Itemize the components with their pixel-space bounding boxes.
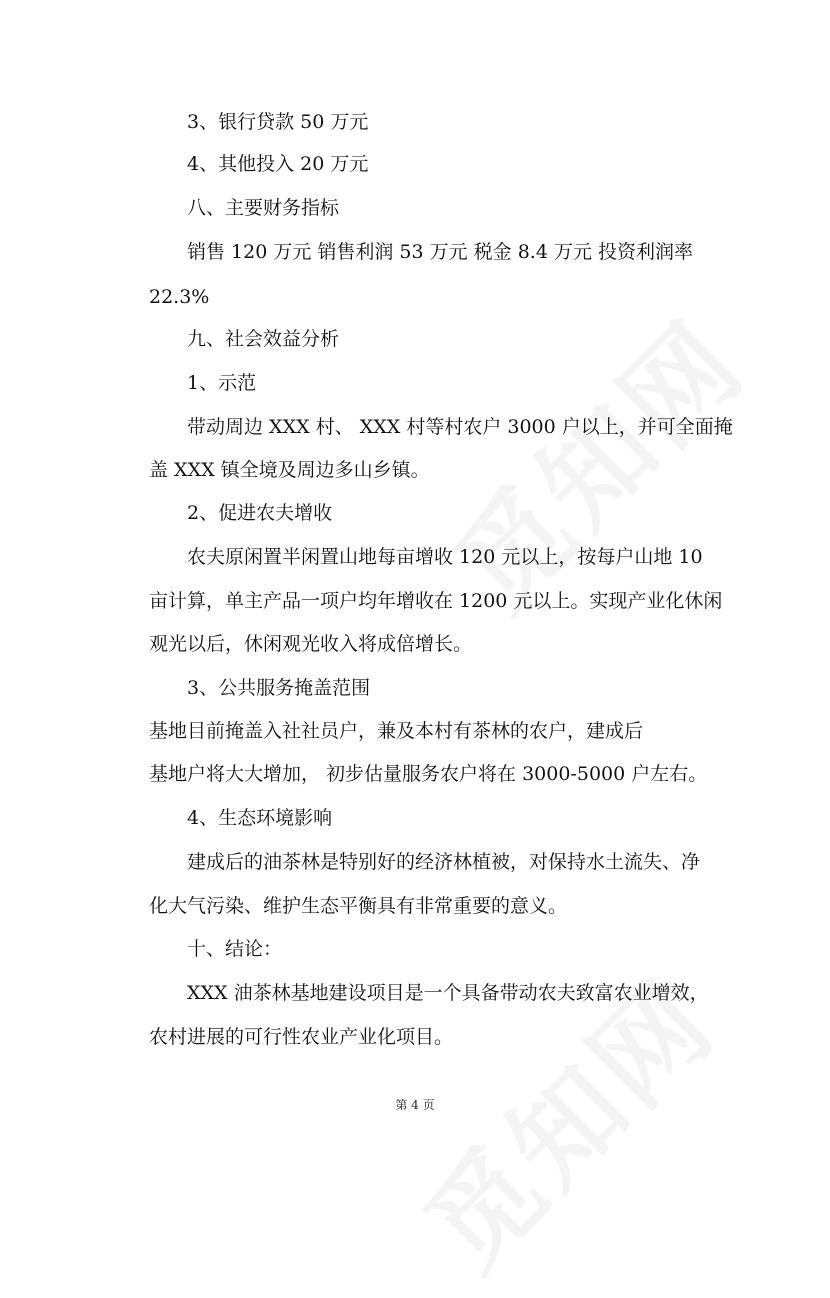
paragraph-line: 农村进展的可行性农业产业化项目。 xyxy=(149,1026,454,1048)
section-heading-conclusion: 十、结论： xyxy=(187,938,283,960)
paragraph-line: 基地目前掩盖入社社员户，兼及本村有茶林的农户，建成后 xyxy=(149,720,644,742)
list-item-bank-loan: 3、银行贷款 50 万元 xyxy=(187,111,369,133)
paragraph-line: 化大气污染、维护生态平衡具有非常重要的意义。 xyxy=(149,895,568,917)
paragraph-line: 22.3% xyxy=(149,286,210,308)
subheading-ecology: 4、生态环境影响 xyxy=(187,807,333,829)
paragraph-line: 销售 120 万元 销售利润 53 万元 税金 8.4 万元 投资利润率 xyxy=(187,241,694,263)
paragraph-line: 亩计算，单主产品一项户均年增收在 1200 元以上。实现产业化休闲 xyxy=(149,590,723,612)
paragraph-line: 带动周边 XXX 村、 XXX 村等村农户 3000 户以上，并可全面掩 xyxy=(187,416,733,438)
page-number: 第 4 页 xyxy=(395,1098,435,1112)
paragraph-line: 农夫原闲置半闲置山地每亩增收 120 元以上，按每户山地 10 xyxy=(187,546,703,568)
subheading-demonstration: 1、示范 xyxy=(187,372,257,394)
paragraph-line: 观光以后，休闲观光收入将成倍增长。 xyxy=(149,633,473,655)
section-heading-financial-indicators: 八、主要财务指标 xyxy=(187,197,340,219)
paragraph-line: XXX 油茶林基地建设项目是一个具备带动农夫致富农业增效， xyxy=(187,982,709,1004)
paragraph-line: 盖 XXX 镇全境及周边多山乡镇。 xyxy=(149,459,430,481)
subheading-farmer-income: 2、促进农夫增收 xyxy=(187,502,333,524)
paragraph-line: 基地户将大大增加， 初步估量服务农户将在 3000-5000 户左右。 xyxy=(149,763,708,785)
subheading-public-service: 3、公共服务掩盖范围 xyxy=(187,677,371,699)
list-item-other-investment: 4、其他投入 20 万元 xyxy=(187,153,369,175)
paragraph-line: 建成后的油茶林是特别好的经济林植被，对保持水土流失、净 xyxy=(187,851,701,873)
section-heading-social-benefit: 九、社会效益分析 xyxy=(187,328,340,350)
